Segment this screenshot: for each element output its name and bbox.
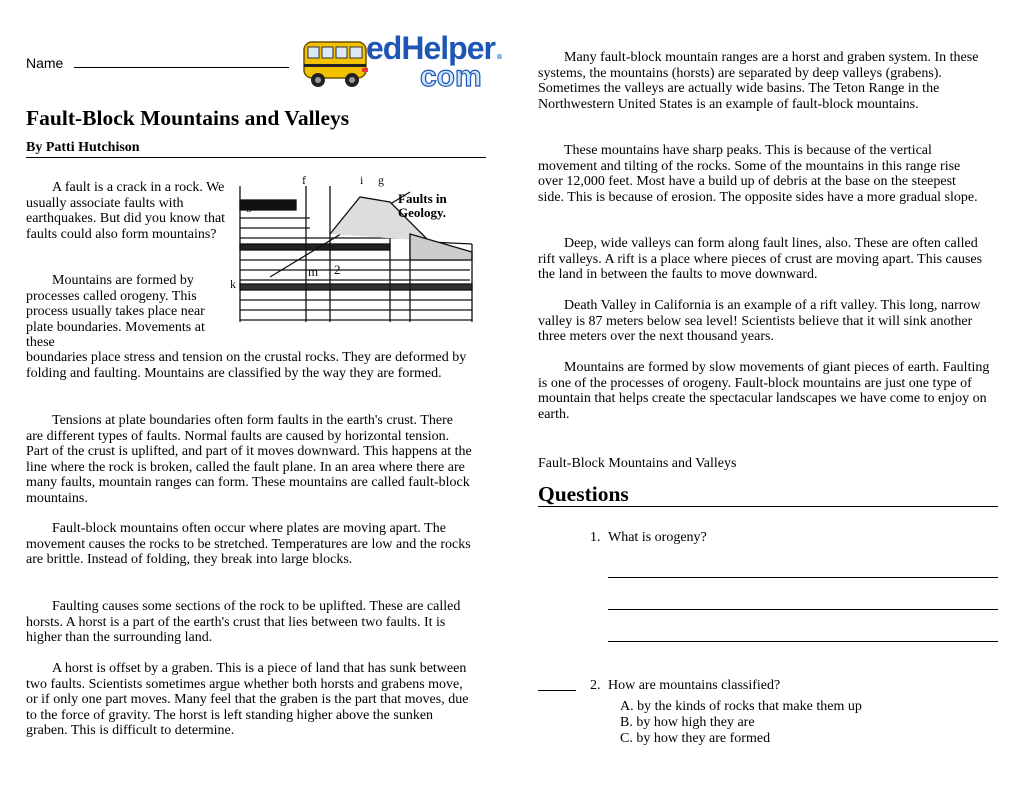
question-1 [590,530,707,546]
option-b-letter: B. [620,715,633,730]
left-paragraph-1: A fault is a crack in a rock. We usually associate faults with earthquakes. But did you know that faults could also form mountains? [26,180,226,242]
option-a-letter: A. [620,699,634,714]
questions-heading: Questions [538,482,629,506]
logo-dot: . [494,30,504,66]
left-paragraph-6: A horst is offset by a graben. This is a piece of land that has sunk between two faults. Scientists sometimes argue whether both horsts and grabens move, or if only one part moves. Many feel that the graben is the part that moves, due to the force of gravity. The horst is left standing higher above the sunken graben. This is difficult to determine. [26,661,469,738]
diagram-label-2: 2 [334,262,341,277]
question-2-option-c[interactable] [620,731,770,747]
answer-line-2[interactable] [608,609,998,610]
left-paragraph-2b: boundaries place stress and tension on the crustal rocks. They are deformed by folding and faulting. Mountains are classified by the way they are formed. [26,350,467,381]
questions-section-label: Fault-Block Mountains and Valleys [538,456,737,471]
questions-rule [538,506,998,507]
question-2-text: How are mountains classified? [608,678,781,693]
diagram-label-g: g [378,173,384,187]
left-paragraph-3: Tensions at plate boundaries often form faults in the earth's crust. There are different types of faults. Normal faults are caused by horizontal tension. Part of the crust is uplifted, and part of it moves downward. This happens at the line where the rock is broken, called the fault plane. In an area where there are many faults, mountain ranges can form. These mountains are called fault-block mountains. [26,413,472,506]
diagram-label-b: b [246,201,252,215]
right-paragraph-2: These mountains have sharp peaks. This is because of the vertical movement and tilting of the rocks. Some of the mountains in this range rise over 12,000 feet. Most have a build up of debris at the base on the steepest side. This is because of erosion. The opposite sides have a more gradual slope. [538,143,978,205]
answer-line-1[interactable] [608,577,998,578]
left-paragraph-4: Fault-block mountains often occur where plates are moving apart. The movement causes the rocks to be stretched. Temperatures are low and the rocks are brittle. Instead of folding, they break into large blocks. [26,521,471,567]
question-2-number: 2. [590,678,601,693]
left-paragraph-2a: Mountains are formed by processes called orogeny. This process usually takes place near plate boundaries. Movements at these [26,273,205,350]
fault-diagram [230,172,482,332]
author-byline: By Patti Hutchison [26,140,140,155]
right-paragraph-5: Mountains are formed by slow movements of giant pieces of earth. Faulting is one of the processes of orogeny. Fault-block mountains are just one type of mountain that helps create the spectacular landscapes we have come to enjoy on earth. [538,360,990,422]
diagram-label-m: m [308,264,319,279]
question-2 [590,678,780,694]
logo-word-edhelper: edHelper [366,30,495,66]
question-2-option-a[interactable] [620,699,862,715]
diagram-label-f: f [302,173,306,187]
name-underline[interactable] [74,67,289,68]
name-label: Name [26,55,64,71]
option-b-text: by how high they are [636,715,755,730]
question-1-number: 1. [590,530,601,545]
diagram-label-i: i [360,173,364,187]
right-paragraph-4: Death Valley in California is an example of a rift valley. This long, narrow valley is 87 meters below sea level! Scientists believe that it will sink another three meters over the next thousand years. [538,298,981,344]
edhelper-logo [300,30,504,100]
right-paragraph-3: Deep, wide valleys can form along fault lines, also. These are often called rift valleys. A rift is a place where pieces of crust are moving apart. This causes the land in between the faults to move downward. [538,236,983,282]
diagram-caption: Faults in Geology. [398,191,447,220]
right-paragraph-1: Many fault-block mountain ranges are a horst and graben system. In these systems, the mountains (horsts) are separated by deep valleys (grabens). Sometimes the valleys are actually wide basins. The Teton Range in the Northwestern United States is an example of fault-block mountains. [538,50,979,112]
question-2-answer-blank[interactable] [538,690,576,691]
title-rule [26,157,486,158]
answer-line-3[interactable] [608,641,998,642]
page-title: Fault-Block Mountains and Valleys [26,106,350,130]
school-bus-icon [300,32,372,94]
question-1-text: What is orogeny? [608,530,707,545]
logo-word-com: com [420,60,482,93]
question-2-option-b[interactable] [620,715,755,731]
option-a-text: by the kinds of rocks that make them up [637,699,862,714]
diagram-label-k: k [230,277,236,291]
option-c-letter: C. [620,731,633,746]
left-paragraph-5: Faulting causes some sections of the rock to be uplifted. These are called horsts. A horst is a part of the earth's crust that lies between two faults. It is higher than the surrounding land. [26,599,461,645]
option-c-text: by how they are formed [636,731,771,746]
name-field [26,55,63,71]
